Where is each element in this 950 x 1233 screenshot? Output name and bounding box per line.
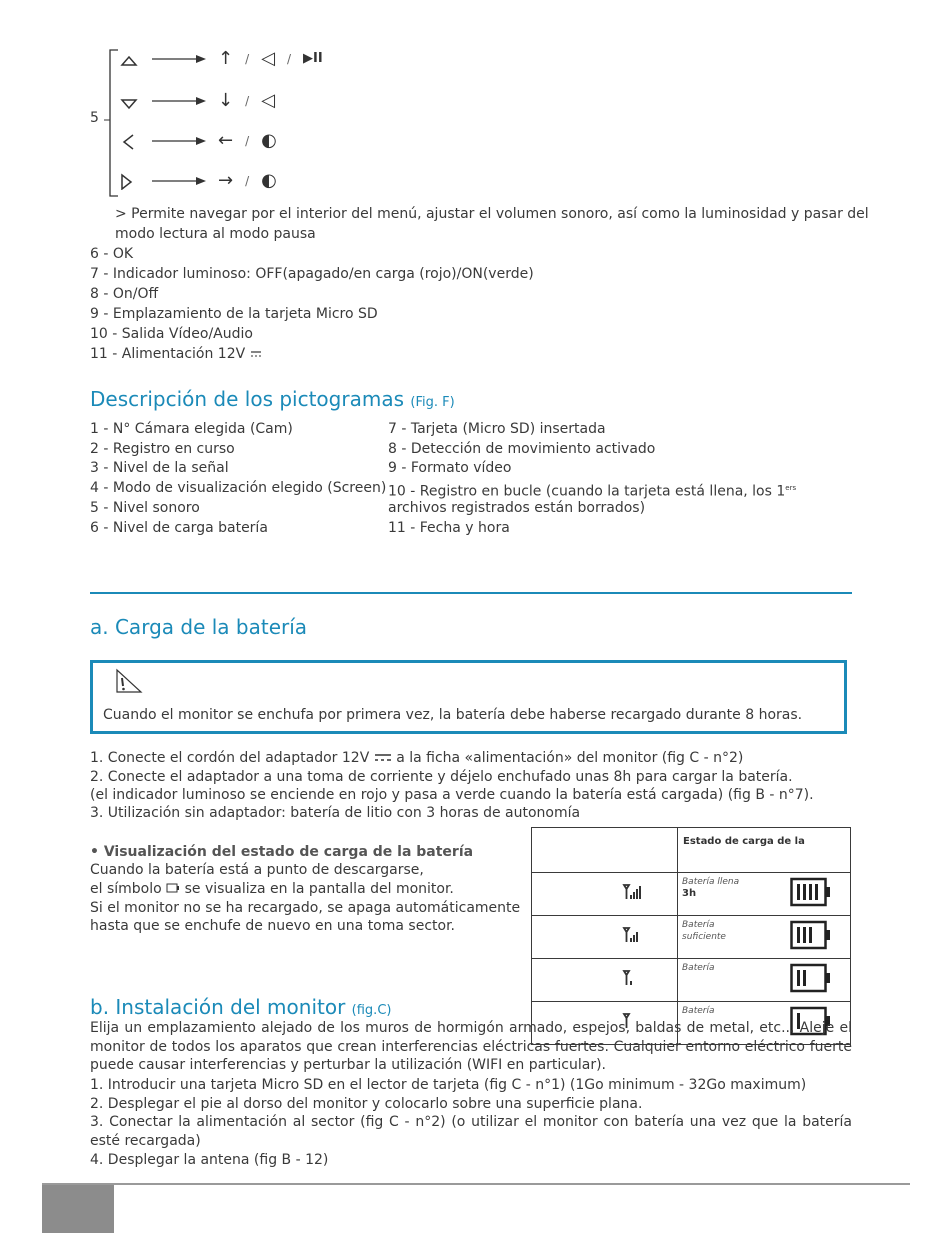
nav-row-right: → / ◐ bbox=[118, 168, 277, 194]
section-heading: a. Carga de la batería bbox=[90, 615, 308, 639]
list-item: 8 - On/Off bbox=[90, 286, 159, 302]
step-line: 1. Introducir una tarjeta Micro SD en el lector de tarjeta (fig C - n°1) (1Go minimum - 32Go maximum) bbox=[90, 1077, 807, 1093]
pictogram-item: 8 - Detección de movimiento activado bbox=[388, 441, 656, 457]
pictogram-item: 7 - Tarjeta (Micro SD) insertada bbox=[388, 421, 606, 437]
pictogram-item: 2 - Registro en curso bbox=[90, 441, 235, 457]
step-line: 3. Utilización sin adaptador: batería de litio con 3 horas de autonomía bbox=[90, 805, 581, 821]
battery-autonomy: 3h bbox=[682, 888, 697, 899]
list-item: 11 - Alimentación 12V bbox=[90, 344, 262, 364]
triangle-up-icon bbox=[118, 50, 140, 68]
step-line: (el indicador luminoso se enciende en rojo y pasa a verde cuando la batería está cargada) (fig B - n°7). bbox=[90, 787, 814, 803]
pictogram-item: archivos registrados están borrados) bbox=[388, 500, 646, 516]
battery-three-quarter-icon bbox=[790, 920, 832, 950]
list-item: 6 - OK bbox=[90, 246, 134, 262]
battery-full-icon bbox=[790, 877, 832, 907]
volume-icon: ◁ bbox=[261, 90, 275, 111]
list-item: 7 - Indicador luminoso: OFF(apagado/en carga (rojo)/ON(verde) bbox=[90, 266, 534, 282]
pictogram-item: 4 - Modo de visualización elegido (Screen) bbox=[90, 480, 387, 496]
table-header: Estado de carga de la bbox=[683, 836, 805, 847]
warning-text: Cuando el monitor se enchufa por primera vez, la batería debe haberse recargado durante 8 horas. bbox=[103, 707, 803, 723]
pictogram-item: 1 - N° Cámara elegida (Cam) bbox=[90, 421, 293, 437]
nav-description-line: modo lectura al modo pausa bbox=[115, 226, 316, 242]
step-line: 2. Conecte el adaptador a una toma de corriente y déjelo enchufado unas 8h para cargar la batería. bbox=[90, 769, 793, 785]
right-arrow-icon: → bbox=[218, 170, 234, 191]
list-item: 9 - Emplazamiento de la tarjeta Micro SD bbox=[90, 306, 378, 322]
pictogram-item: 9 - Formato vídeo bbox=[388, 460, 512, 476]
brightness-icon: ◐ bbox=[261, 170, 277, 191]
signal-good-icon bbox=[622, 925, 642, 945]
nav-row-left: ← / ◐ bbox=[118, 128, 277, 154]
up-arrow-icon: ↑ bbox=[218, 48, 234, 69]
install-paragraph: Elija un emplazamiento alejado de los muros de hormigón armado, espejos, baldas de metal, etc... Aleje el monitor de todos los aparatos que crean interferencias eléctricas fuertes. Cualquier entorno eléctrico fuerte puede causar interferencias y perturbar la utilización (WIFI en particular). bbox=[90, 1020, 852, 1073]
step-line: 1. Conecte el cordón del adaptador 12V a la ficha «alimentación» del monitor (fig C - n°2) bbox=[90, 750, 744, 766]
bullet-heading: • Visualización del estado de carga de la batería bbox=[90, 844, 474, 860]
pictogram-item: 10 - Registro en bucle (cuando la tarjeta está llena, los 1ers bbox=[388, 483, 797, 500]
bullet-line: Si el monitor no se ha recargado, se apaga automáticamente bbox=[90, 900, 521, 916]
section-heading: b. Instalación del monitor (fig.C) bbox=[90, 995, 392, 1019]
battery-half-icon bbox=[790, 963, 832, 993]
pictogram-item: 5 - Nivel sonoro bbox=[90, 500, 200, 516]
warning-icon bbox=[113, 668, 143, 694]
arrow-right-icon bbox=[150, 135, 208, 147]
bullet-line: el símbolo se visualiza en la pantalla del monitor. bbox=[90, 881, 454, 897]
left-arrow-icon: ← bbox=[218, 130, 234, 151]
section-heading: Descripción de los pictogramas (Fig. F) bbox=[90, 387, 455, 411]
nav-row-down: ↓ / ◁ bbox=[118, 88, 275, 114]
list-item: 10 - Salida Vídeo/Audio bbox=[90, 326, 253, 342]
triangle-right-icon bbox=[118, 172, 140, 190]
play-pause-icon: ▶II bbox=[303, 51, 323, 66]
volume-icon: ◁ bbox=[261, 48, 275, 69]
bullet-line: hasta que se enchufe de nuevo en una toma sector. bbox=[90, 918, 455, 934]
pictogram-item: 11 - Fecha y hora bbox=[388, 520, 510, 536]
nav-row-up: ↑ / ◁ / ▶II bbox=[118, 46, 323, 72]
triangle-down-icon bbox=[118, 92, 140, 110]
step-line: 2. Desplegar el pie al dorso del monitor y colocarlo sobre una superficie plana. bbox=[90, 1096, 643, 1112]
arrow-right-icon bbox=[150, 175, 208, 187]
arrow-right-icon bbox=[150, 95, 208, 107]
down-arrow-icon: ↓ bbox=[218, 90, 234, 111]
table-row bbox=[532, 959, 851, 1002]
footer-rule bbox=[42, 1183, 910, 1185]
nav-bracket bbox=[100, 48, 120, 198]
step-line: 4. Desplegar la antena (fig B - 12) bbox=[90, 1152, 329, 1168]
warning-box bbox=[90, 660, 847, 734]
battery-label: Batería suficiente bbox=[682, 920, 726, 942]
dc-symbol-icon bbox=[250, 348, 262, 358]
section-divider bbox=[90, 592, 852, 594]
battery-label: Batería bbox=[682, 963, 715, 973]
brightness-icon: ◐ bbox=[261, 130, 277, 151]
low-battery-icon bbox=[166, 883, 180, 893]
bullet-line: Cuando la batería está a punto de descargarse, bbox=[90, 862, 424, 878]
dc-symbol-icon bbox=[374, 752, 392, 762]
nav-number: 5 bbox=[90, 110, 99, 126]
footer-page-tab bbox=[42, 1185, 114, 1233]
triangle-left-icon bbox=[118, 132, 140, 150]
signal-low-icon bbox=[622, 968, 642, 988]
pictogram-item: 6 - Nivel de carga batería bbox=[90, 520, 268, 536]
battery-table bbox=[531, 827, 851, 1045]
table-row bbox=[532, 916, 851, 959]
step-line: 3. Conectar la alimentación al sector (fig C - n°2) (o utilizar el monitor con batería una vez que la batería esté recargada) bbox=[90, 1114, 852, 1149]
battery-label: Batería llena bbox=[682, 877, 740, 887]
nav-description-line: > Permite navegar por el interior del menú, ajustar el volumen sonoro, así como la luminosidad y pasar del bbox=[115, 206, 869, 222]
pictogram-item: 3 - Nivel de la señal bbox=[90, 460, 229, 476]
signal-full-icon bbox=[622, 882, 642, 902]
arrow-right-icon bbox=[150, 53, 208, 65]
battery-label: Batería bbox=[682, 1006, 715, 1016]
table-row bbox=[532, 873, 851, 916]
